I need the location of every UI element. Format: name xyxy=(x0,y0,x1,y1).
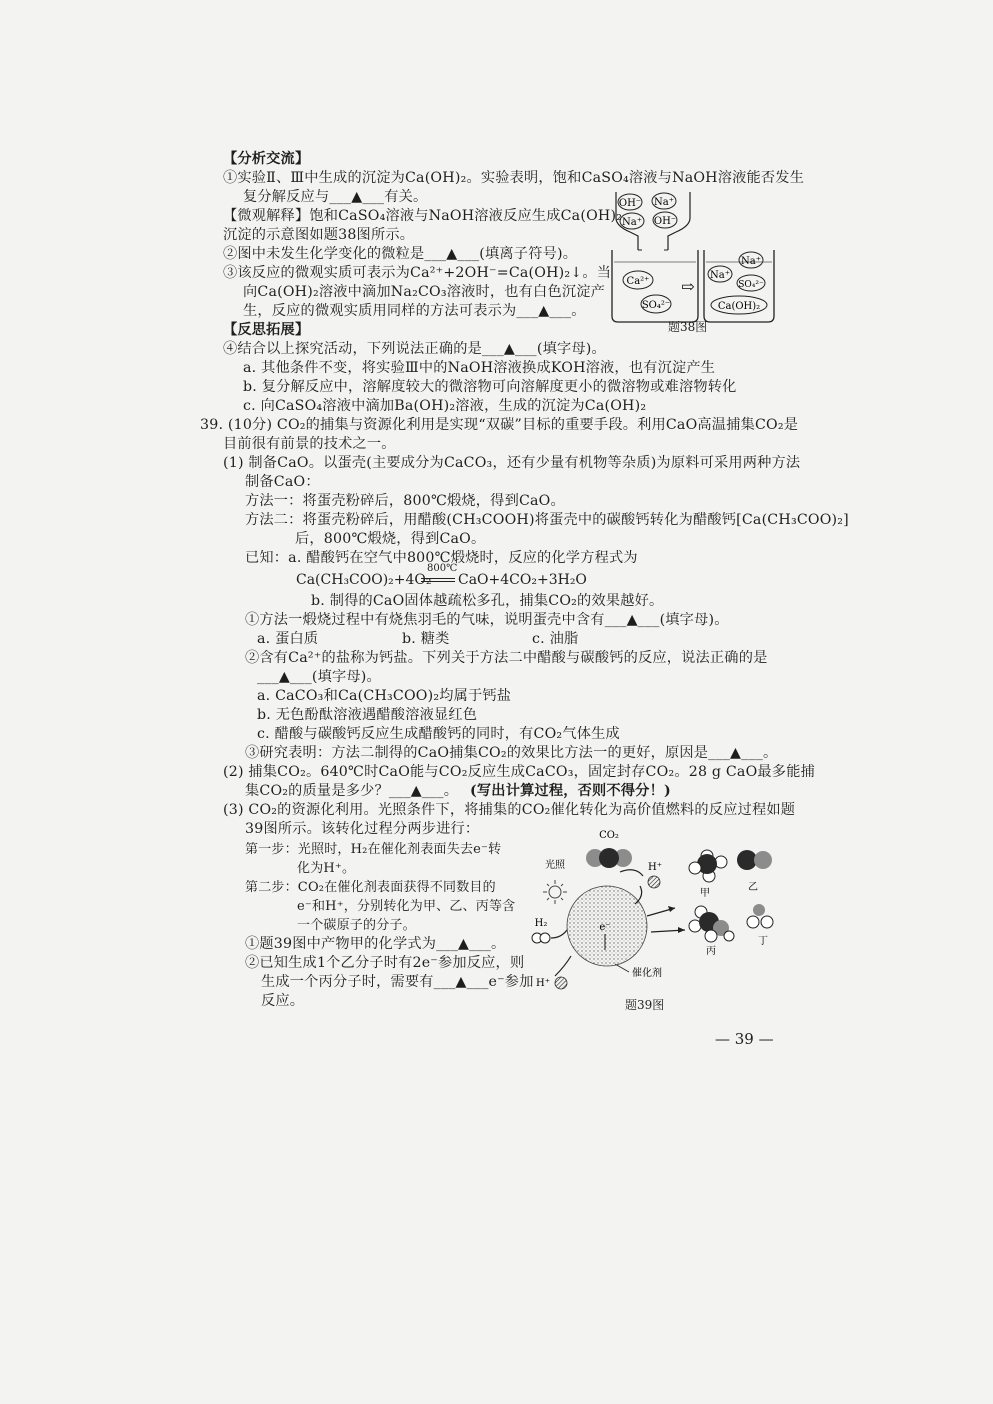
flow-arrow xyxy=(551,930,567,938)
ion-label: Ca(OH)₂ xyxy=(717,301,761,312)
text-line: 反应。 xyxy=(261,993,305,1009)
method-two: 方法二：将蛋壳粉碎后，用醋酸(CH₃COOH)将蛋壳中的碳酸钙转化为醋酸钙[Ca(CH₃COO)₂] xyxy=(245,512,849,528)
step-one: 第一步：光照时，H₂在催化剂表面失去e⁻转 xyxy=(245,842,502,857)
reaction-arrow: ⇨ xyxy=(681,277,695,296)
label-bing: 丙 xyxy=(706,946,716,957)
option-a: a. 蛋白质 xyxy=(257,631,319,647)
calc-note: (写出计算过程，否则不得分！) xyxy=(470,783,671,799)
label-jia: 甲 xyxy=(700,888,710,899)
h2-label: H₂ xyxy=(534,918,548,929)
ion-label: Na⁺ xyxy=(710,270,730,281)
step-two: 第二步：CO₂在催化剂表面获得不同数目的 xyxy=(245,880,496,895)
text-line: 化为H⁺。 xyxy=(297,861,356,876)
text-line: 生，反应的微观实质用同样的方法可表示为___▲___。 xyxy=(243,303,586,319)
text-line: 39图所示。该转化过程分两步进行： xyxy=(245,821,480,837)
sub-question: ②含有Ca²⁺的盐称为钙盐。下列关于方法二中醋酸与碳酸钙的反应，说法正确的是 xyxy=(245,650,768,666)
question-39-stem: 39. (10分) CO₂的捕集与资源化利用是实现“双碳”目标的重要手段。利用CaO高温捕集CO₂是 xyxy=(200,417,799,433)
text-line: 集CO₂的质量是多少？___▲___。 xyxy=(245,783,459,799)
equation-left: Ca(CH₃COO)₂+4O₂ xyxy=(296,572,432,588)
label-ding: 丁 xyxy=(758,936,768,947)
text-line: 一个碳原子的分子。 xyxy=(297,918,416,933)
figure-39-caption: 题39图 xyxy=(625,998,665,1012)
figure-39 xyxy=(525,826,785,996)
text-line: e⁻和H⁺，分别转化为甲、乙、丙等含 xyxy=(297,899,516,914)
text-line: ②图中未发生化学变化的微粒是___▲___(填离子符号)。 xyxy=(223,246,578,262)
electron-label: e⁻ xyxy=(599,922,611,933)
text-line: 沉淀的示意图如题38图所示。 xyxy=(223,227,415,243)
ion-label: Na⁺ xyxy=(654,197,674,208)
text-line: ③该反应的微观实质可表示为Ca²⁺+2OH⁻=Ca(OH)₂↓。当 xyxy=(223,265,612,281)
text-line: 【微观解释】饱和CaSO₄溶液与NaOH溶液反应生成Ca(OH)₂ xyxy=(223,208,623,224)
equation-right: CaO+4CO₂+3H₂O xyxy=(458,572,587,588)
sun-icon xyxy=(543,880,567,904)
ion-label: OH⁻ xyxy=(618,198,642,209)
ion-label: SO₄²⁻ xyxy=(641,300,671,311)
equation-sign xyxy=(421,578,455,582)
option-b: b. 无色酚酞溶液遇醋酸溶液显红色 xyxy=(257,707,478,723)
text-line: (1) 制备CaO。以蛋壳(主要成分为CaCO₃，还有少量有机物等杂质)为原料可采用两种方法 xyxy=(223,455,801,471)
flow-arrow xyxy=(620,870,643,876)
light-label: 光照 xyxy=(545,860,565,871)
sub-question: ③研究表明：方法二制得的CaO捕集CO₂的效果比方法一的更好，原因是___▲___。 xyxy=(245,745,778,761)
h-plus-label: H⁺ xyxy=(648,862,662,873)
option-c: c. 油脂 xyxy=(532,631,579,647)
carbon-atom xyxy=(599,848,619,868)
text-line: 向Ca(OH)₂溶液中滴加Na₂CO₃溶液时，也有白色沉淀产 xyxy=(243,284,605,300)
molecule-yi xyxy=(737,850,772,870)
label-yi: 乙 xyxy=(748,882,758,893)
text-line: 复分解反应与___▲___有关。 xyxy=(243,189,428,205)
part-2: (2) 捕集CO₂。640℃时CaO能与CO₂反应生成CaCO₃，固定封存CO₂。28 g CaO最多能捕 xyxy=(223,764,815,780)
text-line: 生成一个丙分子时，需要有___▲___e⁻参加 xyxy=(261,974,534,990)
ion-label: Na⁺ xyxy=(622,217,642,228)
catalyst-label: 催化剂 xyxy=(632,968,662,979)
text-line: 目前很有前景的技术之一。 xyxy=(223,436,396,452)
text-line: ④结合以上探究活动，下列说法正确的是___▲___(填字母)。 xyxy=(223,341,606,357)
text-line: 后，800℃煅烧，得到CaO。 xyxy=(295,531,486,547)
text-line: ___▲___(填字母)。 xyxy=(257,669,381,685)
heading-analysis: 【分析交流】 xyxy=(223,151,310,167)
sub-question: ②已知生成1个乙分子时有2e⁻参加反应，则 xyxy=(245,955,525,971)
option-b: b. 糖类 xyxy=(402,631,450,647)
h-plus-particle xyxy=(555,977,567,989)
ion-label: Ca²⁺ xyxy=(626,276,650,287)
ion-label: OH⁻ xyxy=(653,216,677,227)
known-b: b. 制得的CaO固体越疏松多孔，捕集CO₂的效果越好。 xyxy=(311,593,664,609)
text-line: 制备CaO： xyxy=(245,474,320,490)
option-b: b. 复分解反应中，溶解度较大的微溶物可向溶解度更小的微溶物或难溶物转化 xyxy=(243,379,737,395)
ion-label: Na⁺ xyxy=(741,256,761,267)
equation-condition: 800℃ xyxy=(427,563,458,574)
h-plus-particle xyxy=(648,876,660,888)
h-plus-label: H⁺ xyxy=(536,978,550,989)
molecule-ding xyxy=(747,904,773,928)
option-a: a. 其他条件不变，将实验Ⅲ中的NaOH溶液换成KOH溶液，也有沉淀产生 xyxy=(243,360,716,376)
method-one: 方法一：将蛋壳粉碎后，800℃煅烧，得到CaO。 xyxy=(245,493,565,509)
flow-arrow xyxy=(555,956,571,976)
page-number: — 39 — xyxy=(715,1030,774,1048)
option-c: c. 向CaSO₄溶液中滴加Ba(OH)₂溶液，生成的沉淀为Ca(OH)₂ xyxy=(243,398,647,414)
sub-question: ①题39图中产物甲的化学式为___▲___。 xyxy=(245,936,506,952)
option-c: c. 醋酸与碳酸钙反应生成醋酸钙的同时，有CO₂气体生成 xyxy=(257,726,620,742)
option-a: a. CaCO₃和Ca(CH₃COO)₂均属于钙盐 xyxy=(257,688,512,704)
ion-label: SO₄²⁻ xyxy=(738,280,764,290)
sub-question: ①方法一煅烧过程中有烧焦羽毛的气味，说明蛋壳中含有___▲___(填字母)。 xyxy=(245,612,729,628)
text-line: ①实验Ⅱ、Ⅲ中生成的沉淀为Ca(OH)₂。实验表明，饱和CaSO₄溶液与NaOH溶液能否发生 xyxy=(223,170,805,186)
molecule-bing xyxy=(689,906,734,942)
co2-label: CO₂ xyxy=(599,830,619,841)
part-3: (3) CO₂的资源化利用。光照条件下，将捕集的CO₂催化转化为高价值燃料的反应过程如题 xyxy=(223,802,796,818)
figure-38 xyxy=(608,188,778,328)
molecule-jia xyxy=(689,850,727,882)
heading-reflection: 【反思拓展】 xyxy=(223,322,310,338)
known-a: 已知：a. 醋酸钙在空气中800℃煅烧时，反应的化学方程式为 xyxy=(245,550,638,566)
figure-38-caption: 题38图 xyxy=(668,320,708,334)
